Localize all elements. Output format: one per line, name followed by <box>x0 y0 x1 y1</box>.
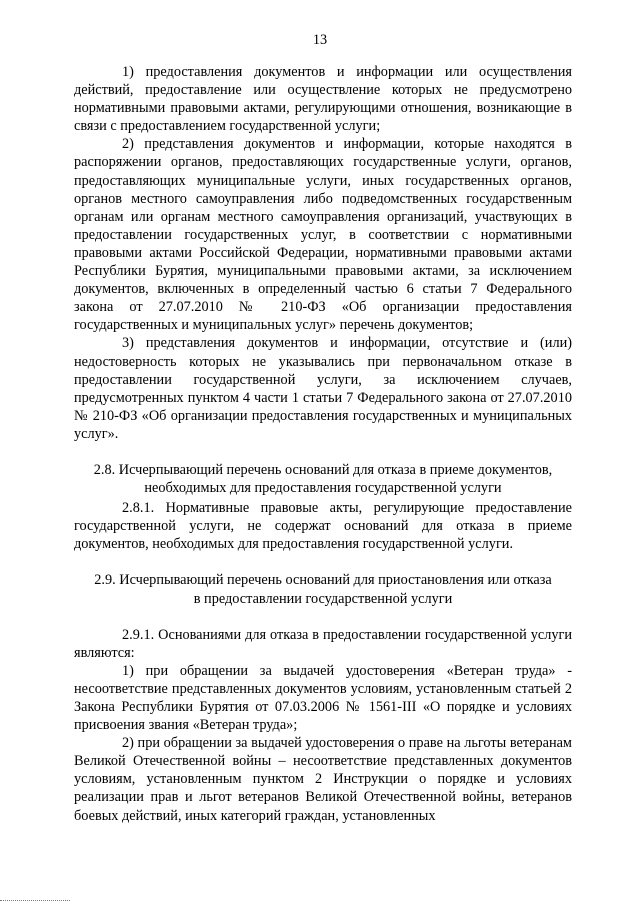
page-number: 13 <box>312 32 328 48</box>
paragraph-2-8-1: 2.8.1. Нормативные правовые акты, регулирующие предоставление государственной услуги, не содержат оснований для отказа в приеме документов, необходимых для предоставления государственной услуги. <box>74 500 572 553</box>
section-heading-2-9: 2.9. Исчерпывающий перечень оснований для приостановления или отказа в предоставлении государственной услуги <box>94 572 552 607</box>
document-body <box>74 63 572 825</box>
footer-dotted-mark <box>0 900 70 901</box>
paragraph-2-9-1-item-1: 1) при обращении за выдачей удостоверения «Ветеран труда» - несоответствие представленных документов условиям, установленным статьей 2 Закона Республики Бурятия от 07.03.2006 № 1561-III «О порядке и условиях присвоения звания «Ветеран труда»; <box>74 662 572 734</box>
paragraph-item-1: 1) предоставления документов и информации или осуществления действий, предоставление или осуществление которых не предусмотрено нормативными правовыми актами, регулирующими отношения, возникающие в связи с предоставлением государственной услуги; <box>74 64 572 135</box>
paragraph-2-9-1-item-2: 2) при обращении за выдачей удостоверения о праве на льготы ветеранам Великой Отечественной войны – несоответствие представленных документов условиям, установленным пунктом 2 Инструкции о порядке и условиях реализации прав и льгот ветеранов Великой Отечественной войны, ветеранов боевых действий, иных категорий граждан, установленных <box>74 735 572 824</box>
paragraph-item-3: 3) представления документов и информации, отсутствие и (или) недостоверность которых не указывались при первоначальном отказе в предоставлении государственной услуги, за исключением случаев, предусмотренных пунктом 4 части 1 статьи 7 Федерального закона от 27.07.2010 № 210-ФЗ «Об организации предоставления государственных и муниципальных услуг». <box>74 335 572 442</box>
section-heading-2-8: 2.8. Исчерпывающий перечень оснований для отказа в приеме документов, необходимых для предоставления государственной услуги <box>93 461 553 497</box>
paragraph-2-9-1: 2.9.1. Основаниями для отказа в предоставлении государственной услуги являются: <box>74 626 572 661</box>
paragraph-item-2: 2) представления документов и информации, которые находятся в распоряжении органов, предоставляющих государственные услуги, органов, предоставляющих муниципальные услуги, иных государственных органов, органов местного самоуправления либо подведомственных государственным органам или органам местного самоуправления организаций, участвующих в предоставлении государственных услуг, в соответствии с нормативными правовыми актами Российской Федерации, нормативными правовыми актами Республики Бурятия, муниципальными правовыми актами, за исключением документов, включенных в определенный частью 6 статьи 7 Федерального закона от 27.07.2010 № 210-ФЗ «Об организации предоставления государственных и муниципальных услуг» перечень документов; <box>74 136 572 334</box>
